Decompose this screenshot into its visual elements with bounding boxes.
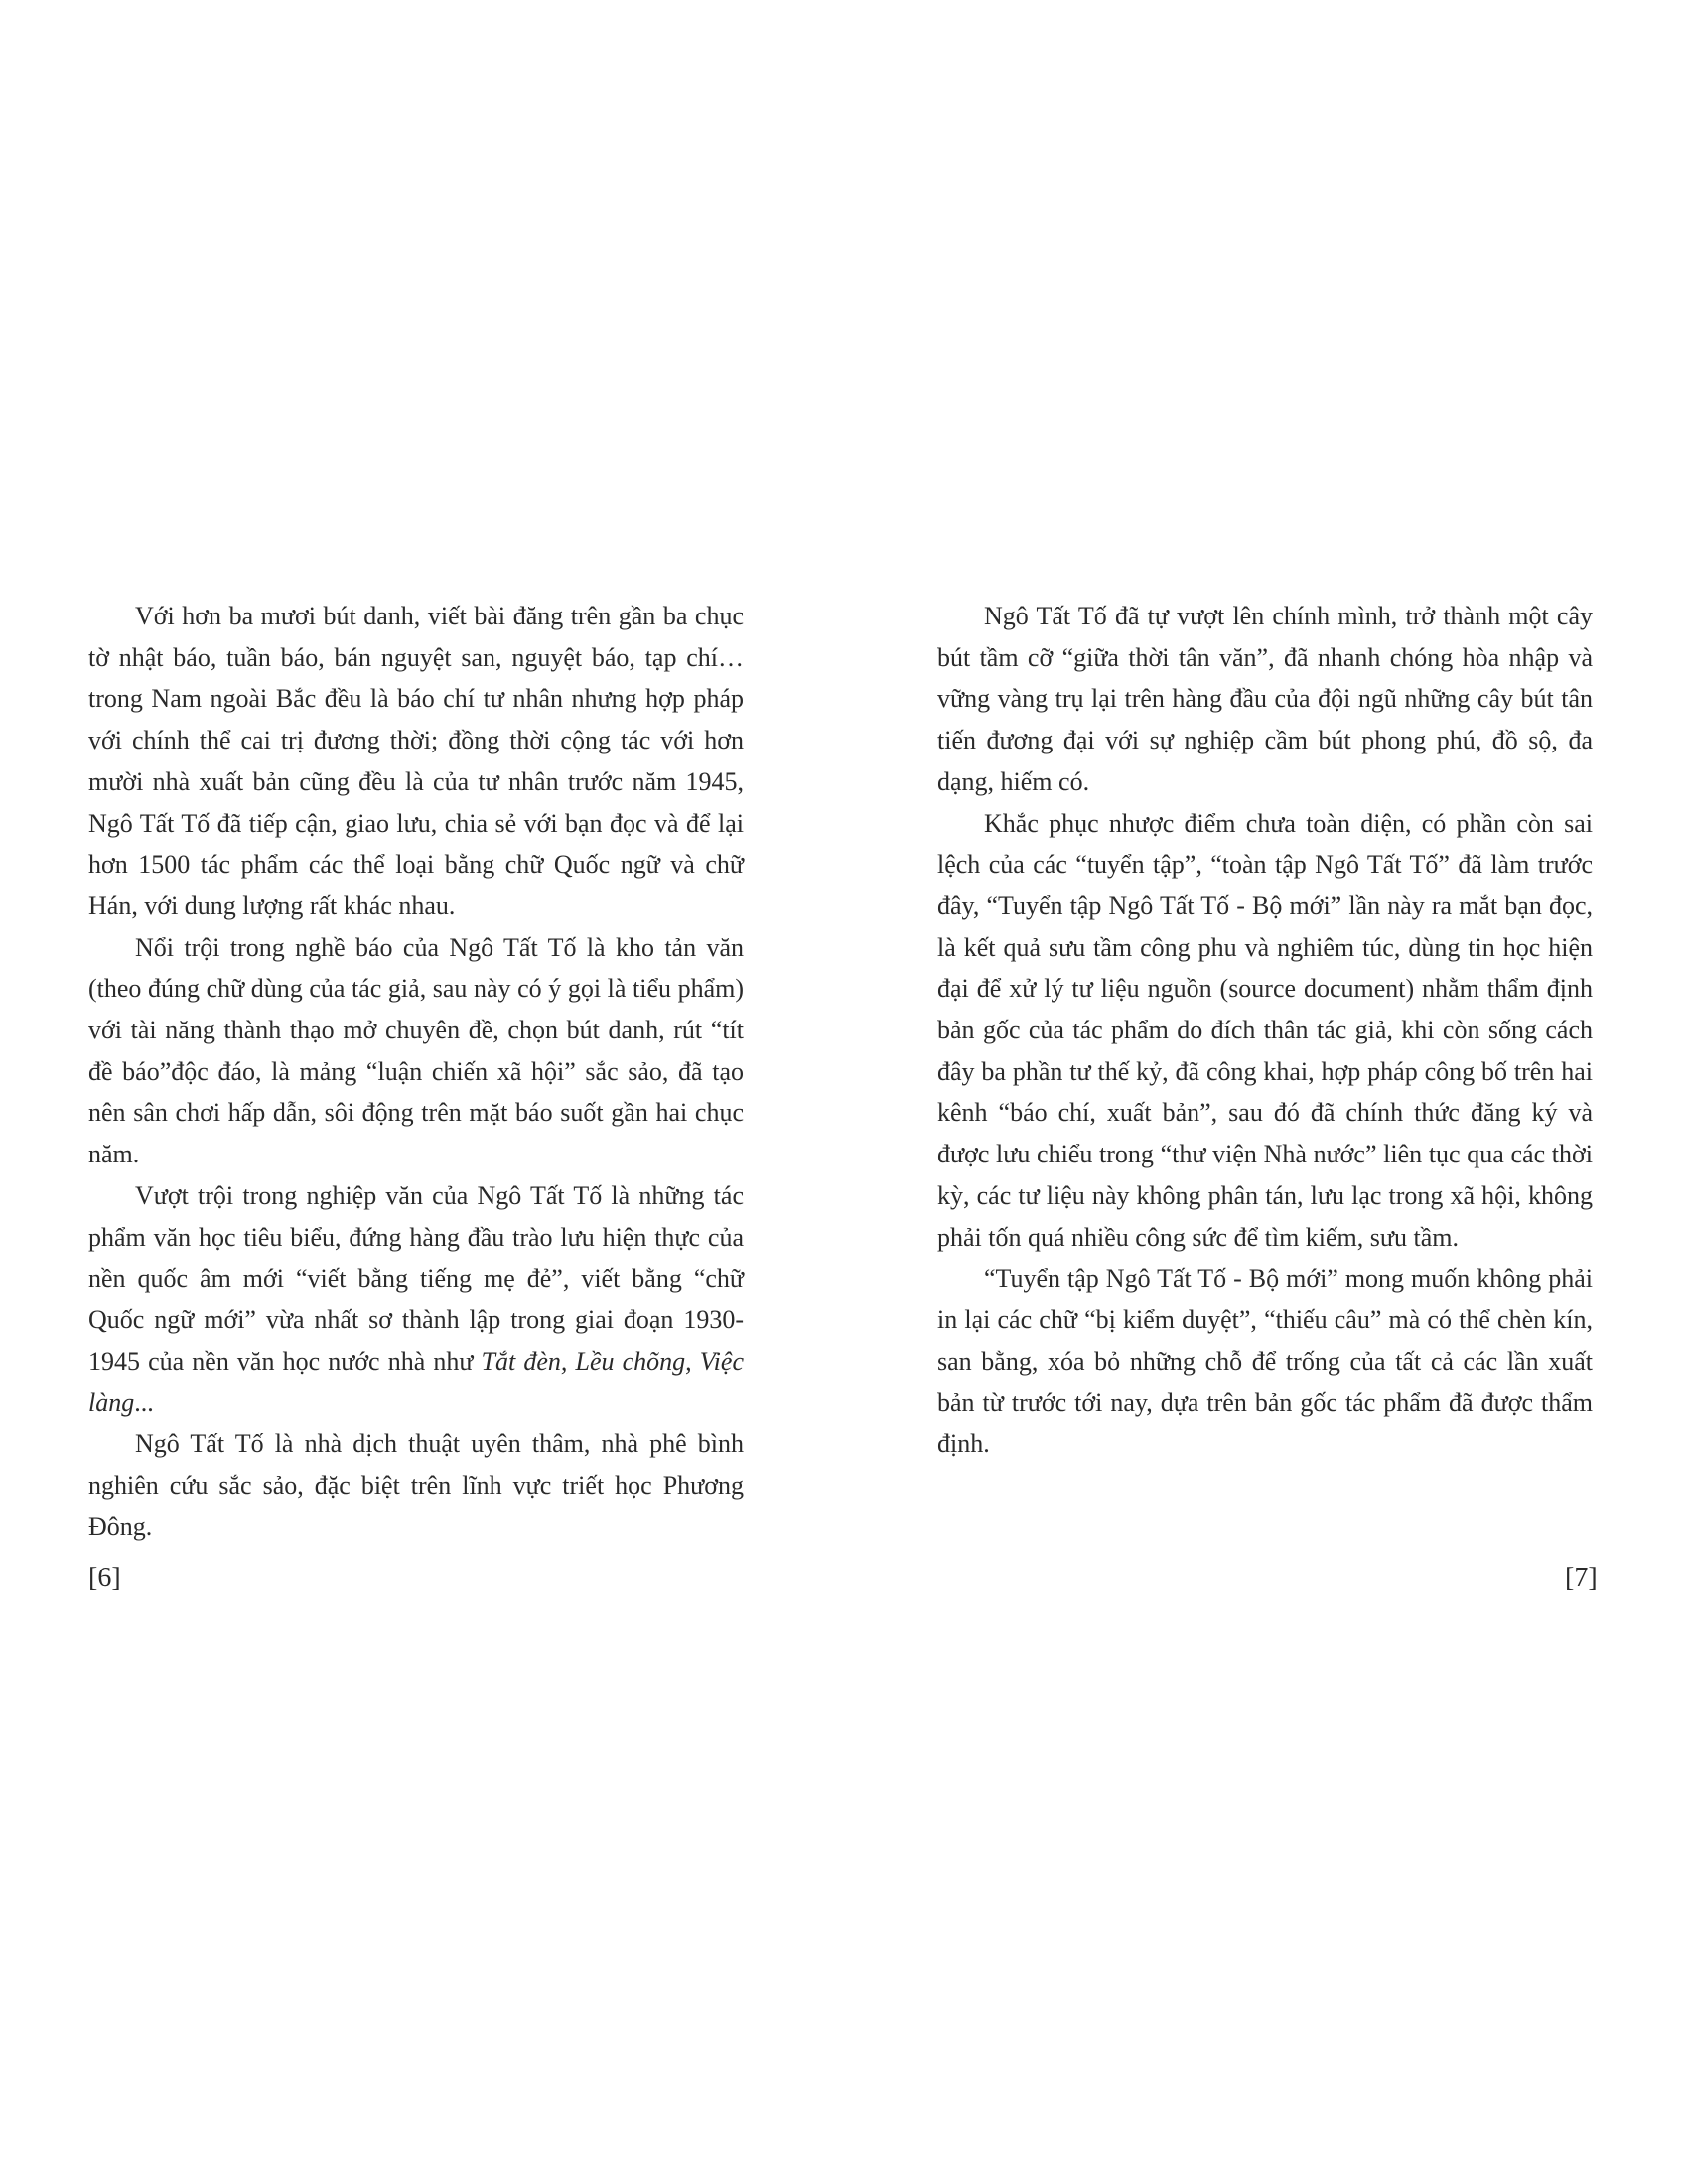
right-page-number: [7] (1565, 1563, 1598, 1593)
left-paragraph-2: Nổi trội trong nghề báo của Ngô Tất Tố là kho tản văn (theo đúng chữ dùng của tác giả, sau này có ý gọi là tiểu phẩm) với tài năng thành thạo mở chuyên đề, chọn bút danh, rút “tít đề báo”độc đáo, là mảng “luận chiến xã hội” sắc sảo, đã tạo nên sân chơi hấp dẫn, sôi động trên mặt báo suốt gần hai chục năm. (88, 932, 744, 1169)
left-page (88, 596, 744, 1548)
left-paragraph-4: Ngô Tất Tố là nhà dịch thuật uyên thâm, nhà phê bình nghiên cứu sắc sảo, đặc biệt trên lĩnh vực triết học Phương Đông. (88, 1430, 744, 1542)
left-paragraph-3-book-titles: Tắt đèn, Lều chõng, Việc làng (88, 1346, 744, 1418)
left-page-number: [6] (88, 1563, 121, 1593)
right-page (937, 596, 1593, 1465)
right-paragraph-1: Ngô Tất Tố đã tự vượt lên chính mình, trở thành một cây bút tầm cỡ “giữa thời tân văn”, đã nhanh chóng hòa nhập và vững vàng trụ lại trên hàng đầu của đội ngũ những cây bút tân tiến đương đại với sự nghiệp cầm bút phong phú, đồ sộ, đa dạng, hiếm có. (937, 602, 1593, 796)
right-paragraph-3: “Tuyển tập Ngô Tất Tố - Bộ mới” mong muốn không phải in lại các chữ “bị kiểm duyệt”, “thiếu câu” mà có thể chèn kín, san bằng, xóa bỏ những chỗ để trống của tất cả các lần xuất bản từ trước tới nay, dựa trên bản gốc tác phẩm đã được thẩm định. (937, 1264, 1593, 1459)
right-paragraph-2: Khắc phục nhược điểm chưa toàn diện, có phần còn sai lệch của các “tuyển tập”, “toàn tập Ngô Tất Tố” đã làm trước đây, “Tuyển tập Ngô Tất Tố - Bộ mới” lần này ra mắt bạn đọc, là kết quả sưu tầm công phu và nghiêm túc, dùng tin học hiện đại để xử lý tư liệu nguồn (source document) nhằm thẩm định bản gốc của tác phẩm do đích thân tác giả, khi còn sống cách đây ba phần tư thế kỷ, đã công khai, hợp pháp công bố trên hai kênh “báo chí, xuất bản”, sau đó đã chính thức đăng ký và được lưu chiểu trong “thư viện Nhà nước” liên tục qua các thời kỳ, các tư liệu này không phân tán, lưu lạc trong xã hội, không phải tốn quá nhiều công sức để tìm kiếm, sưu tầm. (937, 808, 1593, 1252)
left-paragraph-1: Với hơn ba mươi bút danh, viết bài đăng trên gần ba chục tờ nhật báo, tuần báo, bán nguyệt san, nguyệt báo, tạp chí… trong Nam ngoài Bắc đều là báo chí tư nhân nhưng hợp pháp với chính thể cai trị đương thời; đồng thời cộng tác với hơn mười nhà xuất bản cũng đều là của tư nhân trước năm 1945, Ngô Tất Tố đã tiếp cận, giao lưu, chia sẻ với bạn đọc và để lại hơn 1500 tác phẩm các thể loại bằng chữ Quốc ngữ và chữ Hán, với dung lượng rất khác nhau. (88, 602, 744, 920)
left-paragraph-3-text: Vượt trội trong nghiệp văn của Ngô Tất Tố là những tác phẩm văn học tiêu biểu, đứng hàng đầu trào lưu hiện thực của nền quốc âm mới “viết bằng tiếng mẹ đẻ”, viết bằng “chữ Quốc ngữ mới” vừa nhất sơ thành lập trong giai đoạn 1930-1945 của nền văn học nước nhà như (88, 1180, 744, 1376)
left-paragraph-3 (88, 1175, 744, 1424)
left-paragraph-3-ellipsis: ... (134, 1388, 154, 1418)
